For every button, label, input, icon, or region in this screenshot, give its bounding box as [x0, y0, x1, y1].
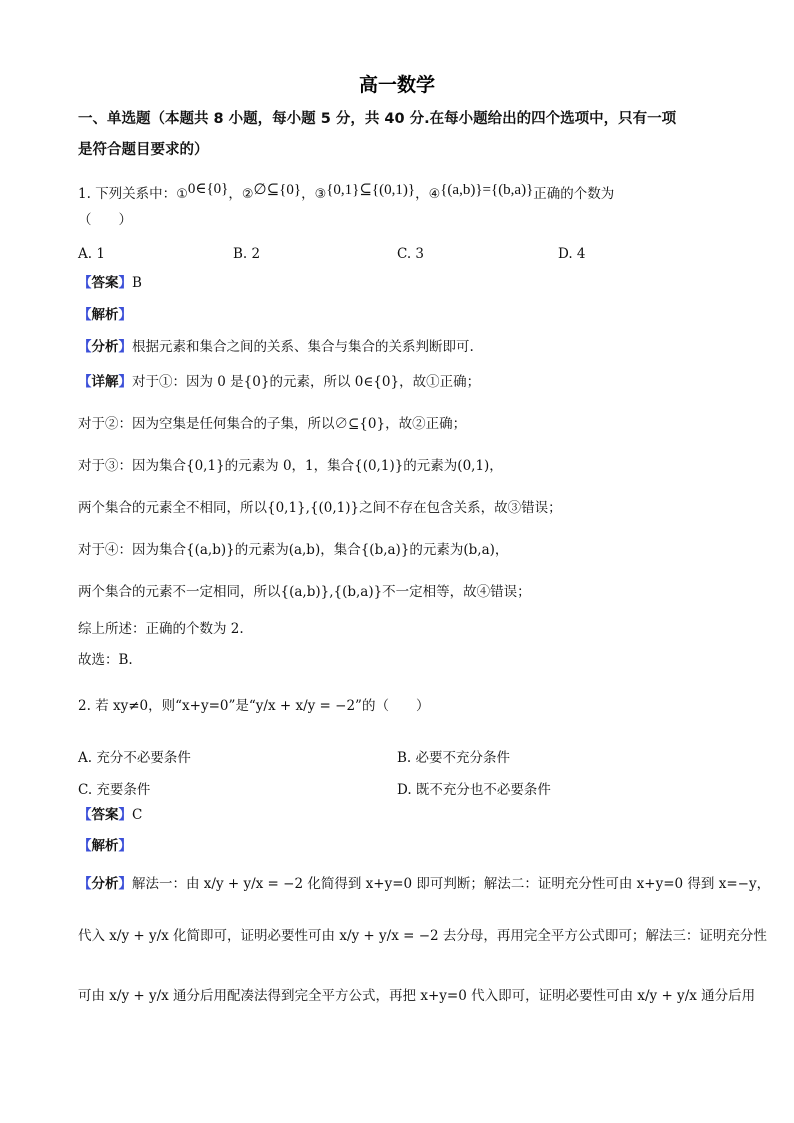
q1-option-a: A. 1	[78, 246, 105, 262]
q2-number: 2.	[78, 698, 91, 714]
q1-answer: B	[132, 275, 142, 291]
q2-option-d: D. 既不充分也不必要条件	[397, 782, 551, 798]
q1-analysis-line: 【解析】	[78, 307, 132, 323]
q1-expr-4: {(a,b)}={(b,a)}	[440, 182, 534, 198]
q1-xiangjie-tag: 详解	[91, 374, 119, 390]
q1-stem-suffix: 正确的个数为	[533, 186, 615, 202]
q1-detail-line-6: 两个集合的元素不一定相同，所以{(a,b)},{(b,a)}不一定相等，故④错误；	[78, 584, 531, 600]
q2-stem-line	[78, 700, 429, 714]
q1-stem-prefix: 下列关系中：	[95, 186, 177, 202]
q2-fenxi-line-1: 【分析】解法一：由 x/y + y/x = −2 化简得到 x+y=0 即可判断；解法二：证明充分性可由 x+y=0 得到 x=−y，	[78, 876, 771, 892]
q1-detail-line-5: 对于④：因为集合{(a,b)}的元素为(a,b)，集合{(b,a)}的元素为(b,a)，	[78, 542, 509, 558]
q1-expr-3: {0,1}⊆{(0,1)}	[326, 182, 416, 198]
q1-detail-line-1: 对于①：因为 0 是{0}的元素，所以 0∈{0}，故①正确；	[132, 374, 481, 390]
q1-fenxi-line: 【分析】根据元素和集合之间的关系、集合与集合的关系判断即可.	[78, 339, 474, 355]
q2-fenxi-text-1: 解法一：由 x/y + y/x = −2 化简得到 x+y=0 即可判断；解法二：证明充分性可由 x+y=0 得到 x=−y，	[132, 876, 771, 892]
q2-fenxi-line-2: 代入 x/y + y/x 化简即可，证明必要性可由 x/y + y/x = −2 去分母，再用完全平方公式即可；解法三：证明充分性	[78, 928, 767, 944]
q1-circle-3: ③	[314, 187, 327, 202]
q1-option-b: B. 2	[233, 246, 261, 262]
q1-circle-4: ④	[428, 187, 441, 202]
q2-analysis-tag: 解析	[91, 838, 119, 854]
section-heading-line2: 是符合题目要求的）	[78, 142, 209, 158]
q1-detail-line-8: 故选：B.	[78, 652, 133, 668]
q2-answer-line: 【答案】C	[78, 807, 143, 823]
q2-answer: C	[132, 807, 143, 823]
q1-number: 1.	[78, 186, 91, 202]
q1-option-d: D. 4	[558, 246, 586, 262]
q1-answer-tag: 答案	[91, 275, 119, 291]
q1-detail-line-7: 综上所述：正确的个数为 2.	[78, 621, 244, 637]
q2-answer-tag: 答案	[91, 807, 119, 823]
q1-xiangjie-line: 【详解】对于①：因为 0 是{0}的元素，所以 0∈{0}，故①正确；	[78, 374, 481, 390]
q1-circle-1: ①	[176, 187, 188, 202]
q1-circle-2: ②	[241, 187, 254, 202]
q1-fenxi-tag: 分析	[91, 339, 119, 355]
section-heading-line1: 一、单选题（本题共 8 小题，每小题 5 分，共 40 分.在每小题给出的四个选项中，只有一项	[78, 111, 677, 127]
q2-option-c: C. 充要条件	[78, 782, 151, 798]
q1-detail-line-2: 对于②：因为空集是任何集合的子集，所以∅⊆{0}，故②正确；	[78, 416, 467, 432]
q2-option-a: A. 充分不必要条件	[78, 750, 191, 766]
q1-analysis-tag: 解析	[91, 307, 119, 323]
q1-detail-line-4: 两个集合的元素全不相同，所以{0,1},{(0,1)}之间不存在包含关系，故③错误；	[78, 500, 562, 516]
q1-expr-1: 0∈{0}	[187, 181, 229, 197]
q1-option-c: C. 3	[397, 246, 425, 262]
q1-answer-line: 【答案】B	[78, 275, 142, 291]
q1-paren: （ ）	[78, 212, 132, 228]
q2-fenxi-line-3: 可由 x/y + y/x 通分后用配凑法得到完全平方公式，再把 x+y=0 代入即可，证明必要性可由 x/y + y/x 通分后用	[78, 988, 756, 1004]
q1-detail-line-3: 对于③：因为集合{0,1}的元素为 0，1，集合{(0,1)}的元素为(0,1)，	[78, 458, 503, 474]
q2-stem: 若 xy≠0，则“x+y=0”是“y/x + x/y = −2”的（ ）	[95, 698, 430, 714]
q1-fenxi: 根据元素和集合之间的关系、集合与集合的关系判断即可.	[132, 339, 474, 355]
q1-stem: 1. 下列关系中：①0∈{0}，②∅⊆{0}，③{0,1}⊆{(0,1)}，④{(a,b)}={(b,a)}正确的个数为	[78, 181, 615, 202]
page-title: 高一数学	[358, 74, 435, 96]
q2-fenxi-tag: 分析	[91, 876, 119, 892]
q2-option-b: B. 必要不充分条件	[397, 750, 511, 766]
q2-analysis-line: 【解析】	[78, 838, 132, 854]
q1-expr-2: ∅⊆{0}	[253, 182, 302, 198]
